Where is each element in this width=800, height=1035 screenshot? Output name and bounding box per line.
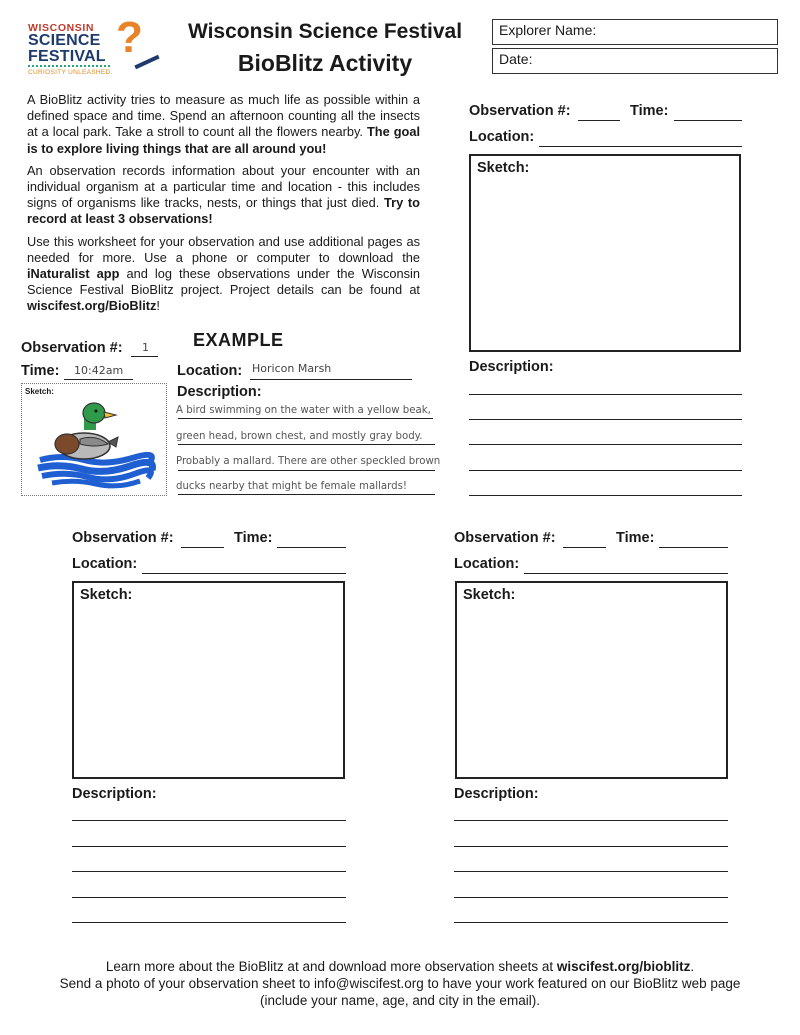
- example-description-text: green head, brown chest, and mostly gray body.: [176, 431, 423, 442]
- example-observation-label: Observation #:: [21, 340, 123, 356]
- inaturalist-app-text: iNaturalist app: [27, 266, 120, 282]
- footer: [0, 958, 800, 1009]
- description-line[interactable]: [72, 922, 346, 923]
- description-line[interactable]: [72, 820, 346, 821]
- footer-line-2: Send a photo of your observation sheet to info@wiscifest.org to have your work featured on our BioBlitz web page: [59, 976, 741, 991]
- observation-number-label: Observation #:: [469, 103, 571, 119]
- time-input[interactable]: [674, 103, 742, 121]
- description-line[interactable]: [72, 846, 346, 847]
- observation-number-label: Observation #:: [454, 530, 556, 546]
- location-input[interactable]: [524, 556, 728, 574]
- time-input[interactable]: [277, 530, 346, 548]
- description-label: Description:: [454, 786, 539, 802]
- sketch-label: Sketch:: [477, 160, 530, 176]
- description-line[interactable]: [454, 871, 728, 872]
- logo-dotted-divider: [28, 65, 110, 67]
- intro-paragraph-3: [27, 234, 420, 315]
- description-line[interactable]: [454, 820, 728, 821]
- intro-p3-text-2: and log these observations under the Wisconsin Science Festival BioBlitz project. Project details can be found at: [27, 266, 421, 298]
- observation-number-input[interactable]: [578, 103, 620, 121]
- description-line[interactable]: [469, 394, 742, 395]
- bioblitz-footer-link[interactable]: wiscifest.org/bioblitz: [556, 959, 691, 974]
- example-location-label: Location:: [177, 363, 243, 379]
- example-description-line: [178, 418, 433, 419]
- date-field[interactable]: [492, 48, 778, 74]
- sketch-area[interactable]: [72, 581, 345, 779]
- example-description-text: Probably a mallard. There are other speckled brown: [176, 456, 441, 467]
- description-line[interactable]: [469, 444, 742, 445]
- example-description-label: Description:: [177, 384, 262, 400]
- example-description-text: A bird swimming on the water with a yellow beak,: [176, 405, 431, 416]
- example-description-text: ducks nearby that might be female mallards!: [176, 481, 407, 492]
- description-line[interactable]: [454, 897, 728, 898]
- description-label: Description:: [469, 359, 554, 375]
- intro-paragraph-2: [27, 163, 420, 228]
- location-label: Location:: [454, 556, 520, 572]
- sketch-label: Sketch:: [80, 587, 133, 603]
- logo-line-science: SCIENCE: [28, 32, 101, 49]
- example-description-line: [178, 494, 435, 495]
- intro-p1-text: A BioBlitz activity tries to measure as much life as possible within a defined space and time. Spend an afternoon counting all the insects at a local park. Take a stroll to count all the flowers nearby.: [27, 92, 420, 140]
- observation-number-input[interactable]: [563, 530, 606, 548]
- logo-question-mark-icon: ?: [116, 13, 143, 62]
- footer-punct: .: [690, 959, 695, 974]
- location-input[interactable]: [142, 556, 346, 574]
- description-line[interactable]: [469, 495, 742, 496]
- footer-line-1: [0, 958, 800, 975]
- sketch-area[interactable]: [469, 154, 741, 352]
- description-line[interactable]: [454, 846, 728, 847]
- example-description-line: [178, 470, 435, 471]
- time-input[interactable]: [659, 530, 728, 548]
- intro-p1-bold: The goal is to explore living things that are all around you!: [27, 124, 420, 156]
- example-location-value: Horicon Marsh: [252, 362, 332, 375]
- example-sketch-caption: Sketch:: [25, 387, 54, 396]
- bioblitz-project-link[interactable]: wiscifest.org/BioBlitz: [27, 298, 157, 314]
- intro-p3-end: !: [156, 298, 160, 314]
- footer-line-3: (include your name, age, and city in the email).: [260, 993, 540, 1008]
- explorer-name-field[interactable]: [492, 19, 778, 45]
- example-observation-number: 1: [142, 341, 149, 354]
- example-time-value: 10:42am: [74, 364, 124, 377]
- example-sketch-box: [21, 383, 167, 496]
- logo-line-wisconsin: WISCONSIN: [28, 22, 95, 34]
- time-label: Time:: [234, 530, 273, 546]
- example-heading: EXAMPLE: [193, 330, 284, 350]
- location-label: Location:: [469, 129, 535, 145]
- intro-p3-text: Use this worksheet for your observation and use additional pages as needed for more. Use a phone or computer to download the: [27, 233, 420, 265]
- location-input[interactable]: [539, 129, 742, 147]
- description-line[interactable]: [469, 470, 742, 471]
- description-line[interactable]: [72, 897, 346, 898]
- description-line[interactable]: [72, 871, 346, 872]
- duck-drawing-icon: [22, 384, 166, 495]
- description-label: Description:: [72, 786, 157, 802]
- logo-line-festival: FESTIVAL: [28, 48, 106, 65]
- intro-p2-bold: Try to record at least 3 observations!: [27, 195, 420, 227]
- page-subtitle: BioBlitz Activity: [237, 50, 413, 76]
- intro-p2-text: An observation records information about your encounter with an individual organism at a particular time and location - this includes signs of organisms like tracks, nests, or things that just died.: [27, 162, 420, 211]
- explorer-name-label: Explorer Name:: [499, 22, 597, 38]
- logo-tagline: CURIOSITY UNLEASHED.: [28, 69, 113, 76]
- date-label: Date:: [499, 51, 533, 67]
- description-line[interactable]: [469, 419, 742, 420]
- observation-number-label: Observation #:: [72, 530, 174, 546]
- footer-text: Learn more about the BioBlitz at and download more observation sheets at: [105, 959, 554, 974]
- description-line[interactable]: [454, 922, 728, 923]
- time-label: Time:: [616, 530, 655, 546]
- observation-number-input[interactable]: [181, 530, 224, 548]
- location-label: Location:: [72, 556, 138, 572]
- example-time-label: Time:: [21, 363, 60, 379]
- time-label: Time:: [630, 103, 669, 119]
- sketch-area[interactable]: [455, 581, 728, 779]
- intro-text: [27, 92, 420, 321]
- festival-logo: [26, 13, 166, 84]
- intro-paragraph-1: [27, 92, 420, 157]
- sketch-label: Sketch:: [463, 587, 516, 603]
- example-description-line: [178, 444, 435, 445]
- page-title: Wisconsin Science Festival: [187, 20, 463, 43]
